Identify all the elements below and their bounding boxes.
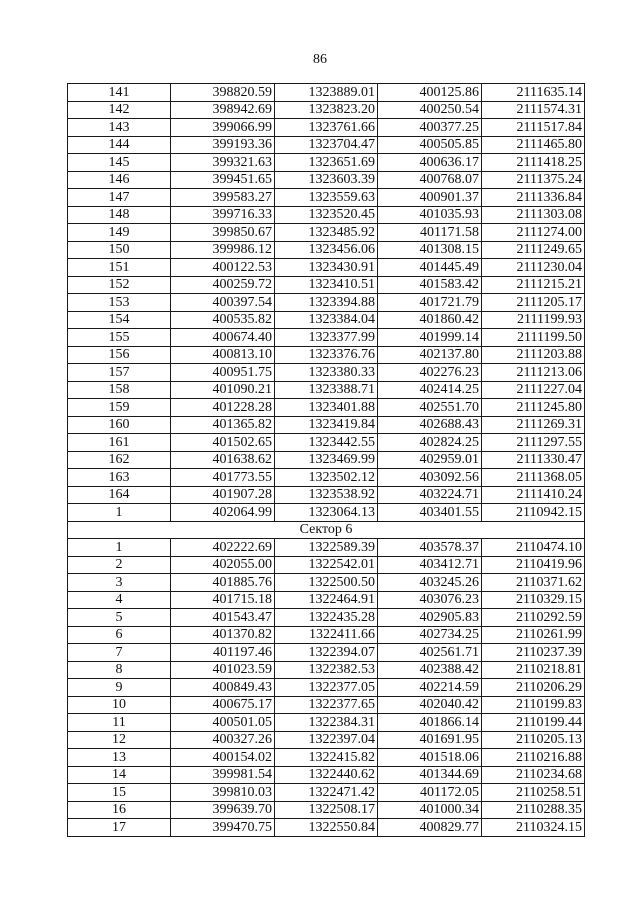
y2-cell: 2110474.10 bbox=[482, 539, 585, 557]
x2-cell: 402276.23 bbox=[378, 364, 482, 382]
point-number-cell: 162 bbox=[68, 451, 171, 469]
y1-cell: 1322415.82 bbox=[275, 749, 378, 767]
point-number-cell: 148 bbox=[68, 206, 171, 224]
x1-cell: 399716.33 bbox=[171, 206, 275, 224]
y2-cell: 2111410.24 bbox=[482, 486, 585, 504]
table-row bbox=[68, 416, 585, 434]
table-row bbox=[68, 696, 585, 714]
x2-cell: 400901.37 bbox=[378, 189, 482, 207]
x2-cell: 403092.56 bbox=[378, 469, 482, 487]
table-row bbox=[68, 84, 585, 102]
y2-cell: 2110292.59 bbox=[482, 609, 585, 627]
y1-cell: 1322397.04 bbox=[275, 731, 378, 749]
table-row bbox=[68, 801, 585, 819]
table-row bbox=[68, 329, 585, 347]
point-number-cell: 156 bbox=[68, 346, 171, 364]
point-number-cell: 150 bbox=[68, 241, 171, 259]
x2-cell: 401000.34 bbox=[378, 801, 482, 819]
point-number-cell: 4 bbox=[68, 591, 171, 609]
table-row bbox=[68, 539, 585, 557]
y2-cell: 2111574.31 bbox=[482, 101, 585, 119]
y1-cell: 1323401.88 bbox=[275, 399, 378, 417]
point-number-cell: 164 bbox=[68, 486, 171, 504]
y2-cell: 2111269.31 bbox=[482, 416, 585, 434]
x1-cell: 400675.17 bbox=[171, 696, 275, 714]
y2-cell: 2111213.06 bbox=[482, 364, 585, 382]
table-row bbox=[68, 784, 585, 802]
y2-cell: 2110218.81 bbox=[482, 661, 585, 679]
x2-cell: 401518.06 bbox=[378, 749, 482, 767]
x2-cell: 403245.26 bbox=[378, 574, 482, 592]
x2-cell: 401171.58 bbox=[378, 224, 482, 242]
x1-cell: 399583.27 bbox=[171, 189, 275, 207]
point-number-cell: 151 bbox=[68, 259, 171, 277]
x1-cell: 401543.47 bbox=[171, 609, 275, 627]
y1-cell: 1322500.50 bbox=[275, 574, 378, 592]
y2-cell: 2111227.04 bbox=[482, 381, 585, 399]
x2-cell: 400829.77 bbox=[378, 819, 482, 837]
x2-cell: 402561.71 bbox=[378, 644, 482, 662]
x2-cell: 401721.79 bbox=[378, 294, 482, 312]
table-row bbox=[68, 101, 585, 119]
y2-cell: 2110205.13 bbox=[482, 731, 585, 749]
x2-cell: 402824.25 bbox=[378, 434, 482, 452]
y1-cell: 1323377.99 bbox=[275, 329, 378, 347]
x2-cell: 400768.07 bbox=[378, 171, 482, 189]
point-number-cell: 1 bbox=[68, 539, 171, 557]
table-row bbox=[68, 241, 585, 259]
x1-cell: 401502.65 bbox=[171, 434, 275, 452]
y1-cell: 1323823.20 bbox=[275, 101, 378, 119]
x2-cell: 401999.14 bbox=[378, 329, 482, 347]
x1-cell: 398942.69 bbox=[171, 101, 275, 119]
y2-cell: 2110288.35 bbox=[482, 801, 585, 819]
point-number-cell: 17 bbox=[68, 819, 171, 837]
y1-cell: 1323064.13 bbox=[275, 504, 378, 522]
x1-cell: 401773.55 bbox=[171, 469, 275, 487]
x2-cell: 401583.42 bbox=[378, 276, 482, 294]
section-header-row bbox=[68, 521, 585, 539]
x2-cell: 403578.37 bbox=[378, 539, 482, 557]
x1-cell: 398820.59 bbox=[171, 84, 275, 102]
y2-cell: 2111330.47 bbox=[482, 451, 585, 469]
point-number-cell: 8 bbox=[68, 661, 171, 679]
x2-cell: 402551.70 bbox=[378, 399, 482, 417]
table-row bbox=[68, 451, 585, 469]
y1-cell: 1323761.66 bbox=[275, 119, 378, 137]
point-number-cell: 146 bbox=[68, 171, 171, 189]
table-row bbox=[68, 206, 585, 224]
y2-cell: 2111203.88 bbox=[482, 346, 585, 364]
table-row bbox=[68, 311, 585, 329]
point-number-cell: 14 bbox=[68, 766, 171, 784]
table-row bbox=[68, 399, 585, 417]
table-row bbox=[68, 819, 585, 837]
y1-cell: 1323704.47 bbox=[275, 136, 378, 154]
x2-cell: 403412.71 bbox=[378, 556, 482, 574]
point-number-cell: 159 bbox=[68, 399, 171, 417]
x2-cell: 402905.83 bbox=[378, 609, 482, 627]
y2-cell: 2111375.24 bbox=[482, 171, 585, 189]
y2-cell: 2111274.00 bbox=[482, 224, 585, 242]
y2-cell: 2111297.55 bbox=[482, 434, 585, 452]
x2-cell: 403224.71 bbox=[378, 486, 482, 504]
table-row bbox=[68, 661, 585, 679]
table-row bbox=[68, 731, 585, 749]
y1-cell: 1323603.39 bbox=[275, 171, 378, 189]
y2-cell: 2111205.17 bbox=[482, 294, 585, 312]
x1-cell: 399321.63 bbox=[171, 154, 275, 172]
table-row bbox=[68, 171, 585, 189]
table-row bbox=[68, 591, 585, 609]
x1-cell: 400154.02 bbox=[171, 749, 275, 767]
y2-cell: 2111303.08 bbox=[482, 206, 585, 224]
x1-cell: 402055.00 bbox=[171, 556, 275, 574]
y2-cell: 2111418.25 bbox=[482, 154, 585, 172]
point-number-cell: 153 bbox=[68, 294, 171, 312]
x2-cell: 401035.93 bbox=[378, 206, 482, 224]
x1-cell: 399451.65 bbox=[171, 171, 275, 189]
table-row bbox=[68, 119, 585, 137]
y1-cell: 1323380.33 bbox=[275, 364, 378, 382]
y1-cell: 1323410.51 bbox=[275, 276, 378, 294]
x1-cell: 399639.70 bbox=[171, 801, 275, 819]
y1-cell: 1322384.31 bbox=[275, 714, 378, 732]
point-number-cell: 143 bbox=[68, 119, 171, 137]
x1-cell: 402064.99 bbox=[171, 504, 275, 522]
point-number-cell: 152 bbox=[68, 276, 171, 294]
x1-cell: 400259.72 bbox=[171, 276, 275, 294]
point-number-cell: 161 bbox=[68, 434, 171, 452]
y1-cell: 1323520.45 bbox=[275, 206, 378, 224]
table-row bbox=[68, 469, 585, 487]
x2-cell: 400250.54 bbox=[378, 101, 482, 119]
x1-cell: 400397.54 bbox=[171, 294, 275, 312]
y1-cell: 1322589.39 bbox=[275, 539, 378, 557]
table-row bbox=[68, 364, 585, 382]
x2-cell: 400125.86 bbox=[378, 84, 482, 102]
x1-cell: 401715.18 bbox=[171, 591, 275, 609]
x1-cell: 399066.99 bbox=[171, 119, 275, 137]
y1-cell: 1322508.17 bbox=[275, 801, 378, 819]
x1-cell: 401885.76 bbox=[171, 574, 275, 592]
y1-cell: 1322440.62 bbox=[275, 766, 378, 784]
table-row bbox=[68, 766, 585, 784]
y2-cell: 2111465.80 bbox=[482, 136, 585, 154]
y2-cell: 2110942.15 bbox=[482, 504, 585, 522]
x1-cell: 400813.10 bbox=[171, 346, 275, 364]
point-number-cell: 10 bbox=[68, 696, 171, 714]
x1-cell: 399470.75 bbox=[171, 819, 275, 837]
x1-cell: 401090.21 bbox=[171, 381, 275, 399]
table-row bbox=[68, 294, 585, 312]
point-number-cell: 154 bbox=[68, 311, 171, 329]
y2-cell: 2111336.84 bbox=[482, 189, 585, 207]
x1-cell: 400501.05 bbox=[171, 714, 275, 732]
y2-cell: 2111517.84 bbox=[482, 119, 585, 137]
table-row bbox=[68, 714, 585, 732]
point-number-cell: 147 bbox=[68, 189, 171, 207]
point-number-cell: 12 bbox=[68, 731, 171, 749]
y2-cell: 2110237.39 bbox=[482, 644, 585, 662]
y2-cell: 2111635.14 bbox=[482, 84, 585, 102]
y1-cell: 1322382.53 bbox=[275, 661, 378, 679]
point-number-cell: 149 bbox=[68, 224, 171, 242]
y2-cell: 2111249.65 bbox=[482, 241, 585, 259]
y1-cell: 1323469.99 bbox=[275, 451, 378, 469]
y2-cell: 2110206.29 bbox=[482, 679, 585, 697]
x2-cell: 401866.14 bbox=[378, 714, 482, 732]
point-number-cell: 144 bbox=[68, 136, 171, 154]
x2-cell: 402040.42 bbox=[378, 696, 482, 714]
x1-cell: 400327.26 bbox=[171, 731, 275, 749]
point-number-cell: 141 bbox=[68, 84, 171, 102]
x1-cell: 401907.28 bbox=[171, 486, 275, 504]
y1-cell: 1323394.88 bbox=[275, 294, 378, 312]
point-number-cell: 163 bbox=[68, 469, 171, 487]
x2-cell: 402959.01 bbox=[378, 451, 482, 469]
x1-cell: 401638.62 bbox=[171, 451, 275, 469]
x1-cell: 400951.75 bbox=[171, 364, 275, 382]
x2-cell: 403076.23 bbox=[378, 591, 482, 609]
point-number-cell: 160 bbox=[68, 416, 171, 434]
section-title: Сектор 6 bbox=[68, 521, 585, 539]
x2-cell: 401691.95 bbox=[378, 731, 482, 749]
y1-cell: 1323502.12 bbox=[275, 469, 378, 487]
coordinates-table bbox=[67, 83, 585, 837]
point-number-cell: 13 bbox=[68, 749, 171, 767]
x2-cell: 402688.43 bbox=[378, 416, 482, 434]
x1-cell: 400849.43 bbox=[171, 679, 275, 697]
point-number-cell: 9 bbox=[68, 679, 171, 697]
point-number-cell: 3 bbox=[68, 574, 171, 592]
table-row bbox=[68, 136, 585, 154]
table-row bbox=[68, 346, 585, 364]
table-row bbox=[68, 504, 585, 522]
x2-cell: 402734.25 bbox=[378, 626, 482, 644]
y1-cell: 1323485.92 bbox=[275, 224, 378, 242]
point-number-cell: 142 bbox=[68, 101, 171, 119]
y2-cell: 2110258.51 bbox=[482, 784, 585, 802]
table-row bbox=[68, 154, 585, 172]
y2-cell: 2111230.04 bbox=[482, 259, 585, 277]
y2-cell: 2110419.96 bbox=[482, 556, 585, 574]
y1-cell: 1323538.92 bbox=[275, 486, 378, 504]
table-row bbox=[68, 749, 585, 767]
x2-cell: 400636.17 bbox=[378, 154, 482, 172]
y2-cell: 2110199.83 bbox=[482, 696, 585, 714]
y2-cell: 2111215.21 bbox=[482, 276, 585, 294]
y2-cell: 2111245.80 bbox=[482, 399, 585, 417]
y2-cell: 2110216.88 bbox=[482, 749, 585, 767]
y2-cell: 2110329.15 bbox=[482, 591, 585, 609]
y1-cell: 1323384.04 bbox=[275, 311, 378, 329]
x2-cell: 402214.59 bbox=[378, 679, 482, 697]
x1-cell: 399193.36 bbox=[171, 136, 275, 154]
table-row bbox=[68, 644, 585, 662]
x2-cell: 402137.80 bbox=[378, 346, 482, 364]
y1-cell: 1323442.55 bbox=[275, 434, 378, 452]
y1-cell: 1323376.76 bbox=[275, 346, 378, 364]
x1-cell: 400122.53 bbox=[171, 259, 275, 277]
point-number-cell: 2 bbox=[68, 556, 171, 574]
y2-cell: 2110199.44 bbox=[482, 714, 585, 732]
y1-cell: 1323430.91 bbox=[275, 259, 378, 277]
x1-cell: 400535.82 bbox=[171, 311, 275, 329]
y1-cell: 1322377.05 bbox=[275, 679, 378, 697]
y1-cell: 1322435.28 bbox=[275, 609, 378, 627]
x2-cell: 401860.42 bbox=[378, 311, 482, 329]
table-row bbox=[68, 224, 585, 242]
x1-cell: 399986.12 bbox=[171, 241, 275, 259]
table-row bbox=[68, 259, 585, 277]
y1-cell: 1323651.69 bbox=[275, 154, 378, 172]
table-row bbox=[68, 556, 585, 574]
y1-cell: 1323388.71 bbox=[275, 381, 378, 399]
y2-cell: 2110371.62 bbox=[482, 574, 585, 592]
y1-cell: 1322394.07 bbox=[275, 644, 378, 662]
x2-cell: 400377.25 bbox=[378, 119, 482, 137]
x2-cell: 401445.49 bbox=[378, 259, 482, 277]
page-number: 86 bbox=[313, 52, 327, 67]
x1-cell: 401197.46 bbox=[171, 644, 275, 662]
x1-cell: 402222.69 bbox=[171, 539, 275, 557]
y1-cell: 1323419.84 bbox=[275, 416, 378, 434]
table-row bbox=[68, 189, 585, 207]
y1-cell: 1322471.42 bbox=[275, 784, 378, 802]
y1-cell: 1322377.65 bbox=[275, 696, 378, 714]
point-number-cell: 155 bbox=[68, 329, 171, 347]
point-number-cell: 15 bbox=[68, 784, 171, 802]
x1-cell: 401023.59 bbox=[171, 661, 275, 679]
x1-cell: 399810.03 bbox=[171, 784, 275, 802]
y2-cell: 2110261.99 bbox=[482, 626, 585, 644]
x2-cell: 401344.69 bbox=[378, 766, 482, 784]
y2-cell: 2111199.50 bbox=[482, 329, 585, 347]
x1-cell: 399850.67 bbox=[171, 224, 275, 242]
y2-cell: 2110324.15 bbox=[482, 819, 585, 837]
point-number-cell: 5 bbox=[68, 609, 171, 627]
x1-cell: 400674.40 bbox=[171, 329, 275, 347]
point-number-cell: 7 bbox=[68, 644, 171, 662]
x2-cell: 403401.55 bbox=[378, 504, 482, 522]
y2-cell: 2111199.93 bbox=[482, 311, 585, 329]
y1-cell: 1323559.63 bbox=[275, 189, 378, 207]
x2-cell: 402414.25 bbox=[378, 381, 482, 399]
y1-cell: 1322542.01 bbox=[275, 556, 378, 574]
point-number-cell: 16 bbox=[68, 801, 171, 819]
point-number-cell: 157 bbox=[68, 364, 171, 382]
x1-cell: 401228.28 bbox=[171, 399, 275, 417]
y2-cell: 2111368.05 bbox=[482, 469, 585, 487]
table-row bbox=[68, 381, 585, 399]
x1-cell: 401365.82 bbox=[171, 416, 275, 434]
point-number-cell: 145 bbox=[68, 154, 171, 172]
y1-cell: 1322464.91 bbox=[275, 591, 378, 609]
table-row bbox=[68, 276, 585, 294]
x1-cell: 401370.82 bbox=[171, 626, 275, 644]
x2-cell: 400505.85 bbox=[378, 136, 482, 154]
x2-cell: 401308.15 bbox=[378, 241, 482, 259]
point-number-cell: 158 bbox=[68, 381, 171, 399]
point-number-cell: 11 bbox=[68, 714, 171, 732]
x1-cell: 399981.54 bbox=[171, 766, 275, 784]
point-number-cell: 1 bbox=[68, 504, 171, 522]
table-row bbox=[68, 434, 585, 452]
x2-cell: 401172.05 bbox=[378, 784, 482, 802]
y2-cell: 2110234.68 bbox=[482, 766, 585, 784]
y1-cell: 1323456.06 bbox=[275, 241, 378, 259]
table-row bbox=[68, 486, 585, 504]
coordinates-table-body bbox=[68, 84, 585, 837]
table-row bbox=[68, 609, 585, 627]
point-number-cell: 6 bbox=[68, 626, 171, 644]
y1-cell: 1323889.01 bbox=[275, 84, 378, 102]
y1-cell: 1322550.84 bbox=[275, 819, 378, 837]
table-row bbox=[68, 574, 585, 592]
y1-cell: 1322411.66 bbox=[275, 626, 378, 644]
x2-cell: 402388.42 bbox=[378, 661, 482, 679]
table-row bbox=[68, 626, 585, 644]
table-row bbox=[68, 679, 585, 697]
